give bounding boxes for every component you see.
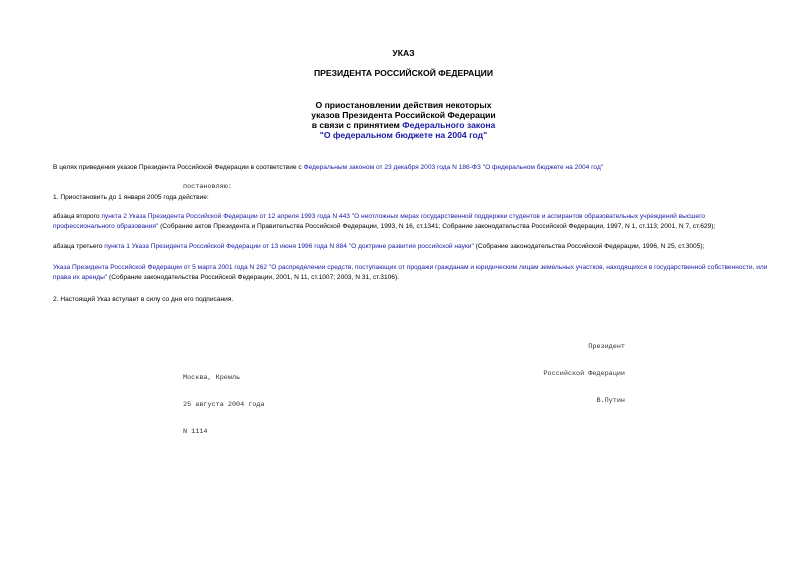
intro-paragraph <box>53 163 768 173</box>
decree-262-link[interactable]: Указа Президента Российской Федерации от 5 марта 2001 года N 262 "О распределении средств, поступающих от продажи гражданам и юридическим лицам земельных участков, находящихся в государственной собственности, или права их аренды" <box>53 264 768 281</box>
decree-884-link[interactable]: пункта 1 Указа Президента Российской Федерации от 13 июня 1996 года N 884 "О доктрине развития российской науки" <box>104 243 474 250</box>
subject-line-3 <box>0 120 807 130</box>
federal-law-link[interactable]: Федерального закона <box>402 120 496 130</box>
document-title: УКАЗ <box>392 48 415 58</box>
subject-line-1: О приостановлении действия некоторых <box>315 100 492 110</box>
item-1a-source: (Собрание актов Президента и Правительства Российской Федерации, 1993, N 16, ст.1341; Собрание законодательства Российской Федерации, 1997, N 1, ст.113; 2001, N 7, ст.629); <box>158 223 716 230</box>
item-1c <box>53 263 768 283</box>
document-subject <box>0 100 807 140</box>
subject-line-3-text: в связи с принятием <box>311 120 403 130</box>
decree-word: постановляю: <box>183 183 232 191</box>
intro-text: В целях приведения указов Президента Российской Федерации в соответствие с <box>53 164 304 171</box>
decree-443-link[interactable]: пункта 2 Указа Президента Российской Федерации от 12 апреля 1993 года N 443 "О неотложных мерах государственной поддержки студентов и аспирантов образовательных учреждений высшего профессионального образования" <box>53 213 706 230</box>
item-2: 2. Настоящий Указ вступает в силу со дня его подписания. <box>53 296 234 303</box>
signature-block <box>520 325 625 424</box>
document-subtitle: ПРЕЗИДЕНТА РОССИЙСКОЙ ФЕДЕРАЦИИ <box>313 68 494 78</box>
place-date-block <box>183 356 265 455</box>
place-location: Москва, Кремль <box>183 374 241 382</box>
item-1c-source: (Собрание законодательства Российской Федерации, 2001, N 11, ст.1007; 2003, N 31, ст.3106). <box>107 274 399 281</box>
item-1b-prefix: абзаца третьего <box>53 243 105 250</box>
signature-name: В.Путин <box>596 397 625 405</box>
subject-line-2: указов Президента Российской Федерации <box>311 110 496 120</box>
budget-law-title-link[interactable]: "О федеральном бюджете на 2004 год" <box>319 130 488 140</box>
signature-country: Российской Федерации <box>543 370 625 378</box>
item-1a-prefix: абзаца второго <box>53 213 102 220</box>
item-1b <box>53 242 768 252</box>
item-1: 1. Приостановить до 1 января 2005 года действие: <box>53 194 209 201</box>
signature-position: Президент <box>588 343 625 351</box>
place-date: 25 августа 2004 года <box>183 401 265 409</box>
item-1a <box>53 212 768 232</box>
item-1b-source: (Собрание законодательства Российской Федерации, 1996, N 25, ст.3005); <box>473 243 705 250</box>
decree-number: N 1114 <box>183 428 208 436</box>
federal-law-reference-link[interactable]: Федеральным законом от 23 декабря 2003 года N 186-ФЗ "О федеральном бюджете на 2004 год" <box>303 164 604 171</box>
